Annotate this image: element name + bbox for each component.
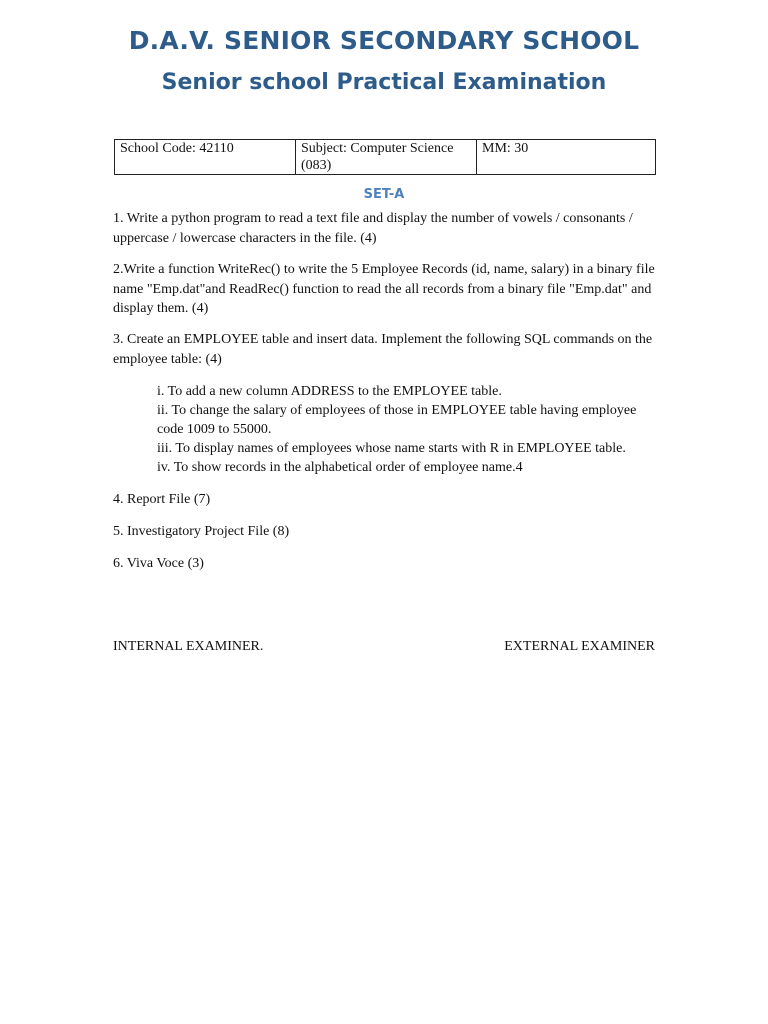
external-examiner-label: EXTERNAL EXAMINER [504, 639, 655, 654]
question-3: 3. Create an EMPLOYEE table and insert data. Implement the following SQL commands on the employee table: (4) [113, 332, 653, 367]
question-4: 4. Report File (7) [113, 492, 211, 507]
question-3-part-iv: iv. To show records in the alphabetical order of employee name.4 [157, 460, 523, 475]
set-heading: SET-A [363, 187, 405, 202]
max-marks-cell: MM: 30 [477, 140, 656, 175]
school-name: D.A.V. SENIOR SECONDARY SCHOOL [128, 26, 640, 55]
info-table-row [115, 140, 656, 175]
question-5: 5. Investigatory Project File (8) [113, 524, 290, 539]
question-3-parts [157, 382, 657, 477]
question-1: 1. Write a python program to read a text file and display the number of vowels / consonants / uppercase / lowercase characters in the file. (4) [113, 211, 633, 246]
internal-examiner-label: INTERNAL EXAMINER. [113, 639, 264, 654]
exam-title: Senior school Practical Examination [161, 70, 607, 95]
question-6: 6. Viva Voce (3) [113, 556, 204, 571]
question-3-part-iii: iii. To display names of employees whose name starts with R in EMPLOYEE table. [157, 441, 626, 456]
info-table [114, 139, 656, 175]
school-code-cell: School Code: 42110 [115, 140, 296, 175]
question-2: 2.Write a function WriteRec() to write the 5 Employee Records (id, name, salary) in a binary file name "Emp.dat"and ReadRec() function to read the all records from a binary file "Emp.dat" and display them. (4) [113, 262, 655, 316]
question-3-part-i: i. To add a new column ADDRESS to the EMPLOYEE table. [157, 384, 502, 399]
question-3-part-ii: ii. To change the salary of employees of those in EMPLOYEE table having employee code 1009 to 55000. [157, 403, 637, 437]
subject-cell: Subject: Computer Science (083) [296, 140, 477, 175]
